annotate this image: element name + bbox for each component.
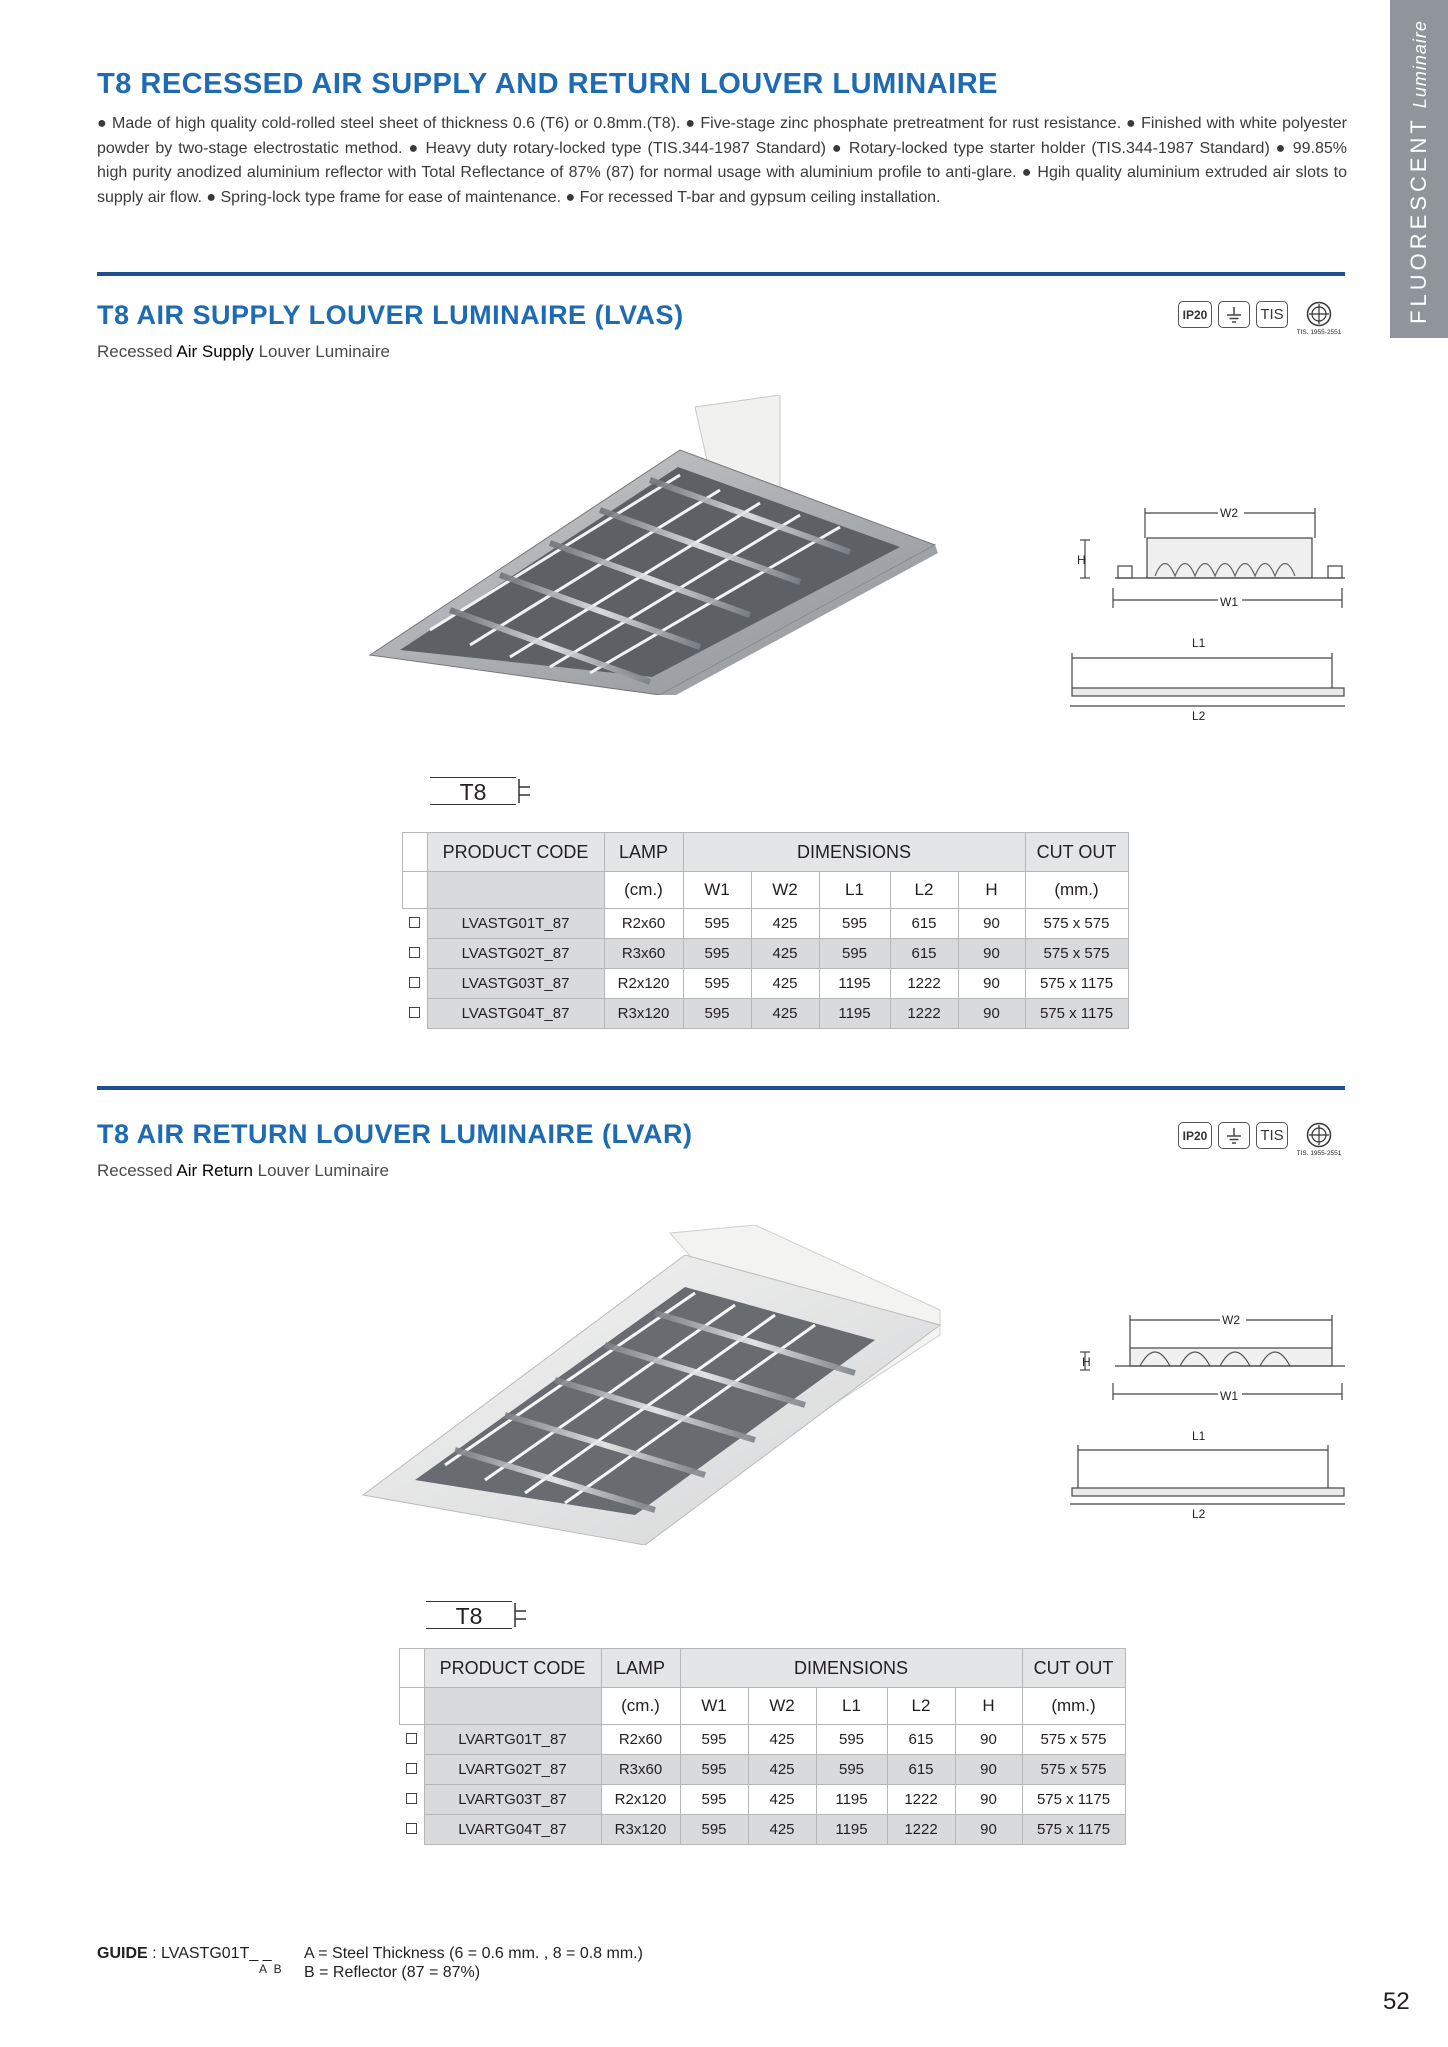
h-value: 90 — [958, 909, 1025, 939]
air-return-luminaire-photo — [355, 1225, 945, 1545]
col-l1: L1 — [819, 872, 890, 909]
w2-value: 425 — [751, 969, 819, 999]
l1-value: 1195 — [816, 1815, 887, 1845]
col-cut-unit: (mm.) — [1022, 1688, 1125, 1725]
ip20-badge: IP20 — [1178, 301, 1212, 328]
w1-value: 595 — [683, 909, 751, 939]
select-checkbox[interactable] — [406, 1823, 417, 1834]
product-code: LVASTG02T_87 — [427, 939, 604, 969]
l2-value: 615 — [887, 1755, 955, 1785]
col-l2: L2 — [890, 872, 958, 909]
product-code: LVASTG04T_87 — [427, 999, 604, 1029]
l1-value: 595 — [819, 909, 890, 939]
subtitle-post: Louver Luminaire — [253, 342, 390, 361]
lamp-value: R3x120 — [601, 1815, 680, 1845]
col-cut-out: CUT OUT — [1025, 833, 1128, 872]
lamp-value: R3x60 — [601, 1755, 680, 1785]
supply-section-title: T8 AIR SUPPLY LOUVER LUMINAIRE (LVAS) — [97, 300, 684, 330]
dim-w1: W1 — [1220, 1389, 1238, 1403]
table-row — [403, 999, 1129, 1029]
guide-a-definition: A = Steel Thickness (6 = 0.6 mm. , 8 = 0.8 mm.) — [304, 1945, 643, 1962]
col-lamp: LAMP — [604, 833, 683, 872]
dim-l1: L1 — [1192, 1429, 1206, 1443]
w2-value: 425 — [748, 1785, 816, 1815]
cut-out-value: 575 x 575 — [1025, 939, 1128, 969]
lamp-type-text: T8 — [426, 1601, 512, 1629]
dim-l2: L2 — [1192, 1507, 1206, 1521]
side-category-label — [1406, 20, 1432, 324]
lamp-pin-icon — [516, 777, 534, 805]
supply-section-subtitle — [97, 342, 390, 362]
guide-label: GUIDE — [97, 1945, 148, 1962]
guide-b-definition: B = Reflector (87 = 87%) — [304, 1964, 481, 1981]
cut-out-value: 575 x 1175 — [1022, 1785, 1125, 1815]
l1-value: 1195 — [819, 969, 890, 999]
tis-mark-icon — [1306, 301, 1332, 327]
h-value: 90 — [958, 939, 1025, 969]
dim-l2: L2 — [1192, 709, 1206, 723]
col-l1: L1 — [816, 1688, 887, 1725]
select-checkbox[interactable] — [409, 917, 420, 928]
dim-w2: W2 — [1220, 506, 1238, 520]
col-blank — [427, 872, 604, 909]
col-w1: W1 — [683, 872, 751, 909]
guide-prefix: GUIDE : LVASTG01T_ _ — [97, 1945, 272, 1962]
guide-code: LVASTG01T_ _ — [161, 1945, 272, 1962]
product-description: ● Made of high quality cold-rolled steel sheet of thickness 0.6 (T6) or 0.8mm.(T8). ● Five-stage zinc phosphate pretreatment for rust resistance. ● Finished with white polyester powder by two-stage electrostatic method. ● Heavy duty rotary-locked type (TIS.344-1987 Standard) ● Rotary-locked type starter holder (TIS.344-1987 Standard) ● 99.85% high purity anodized aluminium reflector with Total Reflectance of 87% (87) for normal usage with aluminium profile to anti-glare. ● Hgih quality aluminium extruded air slots to supply air flow. ● Spring-lock type frame for ease of maintenance. ● For recessed T-bar and gypsum ceiling installation. — [97, 115, 1347, 206]
table-row — [400, 1815, 1126, 1845]
table-row — [403, 939, 1129, 969]
col-product-code: PRODUCT CODE — [427, 833, 604, 872]
select-checkbox[interactable] — [406, 1733, 417, 1744]
l2-value: 615 — [887, 1725, 955, 1755]
lamp-type-text: T8 — [430, 777, 516, 805]
col-product-code: PRODUCT CODE — [424, 1649, 601, 1688]
lamp-type-label — [430, 777, 534, 805]
lamp-pin-icon — [512, 1601, 530, 1629]
l1-value: 595 — [819, 939, 890, 969]
w2-value: 425 — [748, 1815, 816, 1845]
col-l2: L2 — [887, 1688, 955, 1725]
dim-w2: W2 — [1222, 1313, 1240, 1327]
category-sub: Luminaire — [1410, 20, 1430, 109]
lamp-value: R2x60 — [601, 1725, 680, 1755]
lamp-value: R2x120 — [604, 969, 683, 999]
cut-out-value: 575 x 575 — [1022, 1725, 1125, 1755]
air-supply-luminaire-photo — [360, 395, 940, 695]
air-return-dimension-diagram — [1070, 1308, 1350, 1528]
col-blank — [424, 1688, 601, 1725]
w1-value: 595 — [680, 1785, 748, 1815]
cut-out-value: 575 x 575 — [1025, 909, 1128, 939]
col-h: H — [958, 872, 1025, 909]
lamp-value: R2x60 — [604, 909, 683, 939]
tis-badge: TIS — [1256, 1122, 1288, 1149]
col-lamp: LAMP — [601, 1649, 680, 1688]
product-code: LVASTG03T_87 — [427, 969, 604, 999]
l2-value: 615 — [890, 939, 958, 969]
w1-value: 595 — [683, 999, 751, 1029]
category-main: FLUORESCENT — [1406, 116, 1431, 324]
col-lamp-unit: (cm.) — [604, 872, 683, 909]
w2-value: 425 — [748, 1725, 816, 1755]
select-checkbox[interactable] — [406, 1793, 417, 1804]
cut-out-value: 575 x 1175 — [1025, 969, 1128, 999]
col-w2: W2 — [751, 872, 819, 909]
l1-value: 1195 — [819, 999, 890, 1029]
col-lamp-unit: (cm.) — [601, 1688, 680, 1725]
w2-value: 425 — [751, 999, 819, 1029]
tis-standard-mark — [1294, 1122, 1344, 1157]
cut-out-value: 575 x 1175 — [1025, 999, 1128, 1029]
section-divider — [97, 272, 1345, 276]
ground-icon — [1218, 1122, 1250, 1149]
select-checkbox[interactable] — [409, 947, 420, 958]
product-code: LVARTG01T_87 — [424, 1725, 601, 1755]
h-value: 90 — [958, 999, 1025, 1029]
l2-value: 1222 — [887, 1815, 955, 1845]
product-code: LVARTG02T_87 — [424, 1755, 601, 1785]
return-section-subtitle — [97, 1161, 389, 1181]
ip20-badge: IP20 — [1178, 1122, 1212, 1149]
subtitle-emphasis: Air Return — [176, 1161, 253, 1180]
dim-h: H — [1082, 1355, 1091, 1369]
guide-ab-marker: A B — [259, 1962, 284, 1976]
l1-value: 595 — [816, 1755, 887, 1785]
col-w2: W2 — [748, 1688, 816, 1725]
tis-standard-number: TIS. 1955-2551 — [1296, 329, 1342, 336]
w2-value: 425 — [748, 1755, 816, 1785]
l2-value: 1222 — [887, 1785, 955, 1815]
product-code: LVARTG04T_87 — [424, 1815, 601, 1845]
side-category-tab — [1390, 0, 1448, 338]
certification-badges — [1178, 301, 1344, 336]
w1-value: 595 — [683, 969, 751, 999]
lamp-value: R3x60 — [604, 939, 683, 969]
col-dimensions: DIMENSIONS — [683, 833, 1025, 872]
l1-value: 595 — [816, 1725, 887, 1755]
table-row — [403, 909, 1129, 939]
table-row — [400, 1755, 1126, 1785]
select-checkbox[interactable] — [406, 1763, 417, 1774]
certification-badges — [1178, 1122, 1344, 1157]
return-section-title: T8 AIR RETURN LOUVER LUMINAIRE (LVAR) — [97, 1119, 693, 1149]
cut-out-value: 575 x 575 — [1022, 1755, 1125, 1785]
product-code: LVASTG01T_87 — [427, 909, 604, 939]
subtitle-post: Louver Luminaire — [252, 1161, 389, 1180]
lamp-value: R3x120 — [604, 999, 683, 1029]
dim-h: H — [1077, 553, 1086, 567]
subtitle-emphasis: Air Supply — [176, 342, 254, 361]
product-code: LVARTG03T_87 — [424, 1785, 601, 1815]
cut-out-value: 575 x 1175 — [1022, 1815, 1125, 1845]
page-number: 52 — [1383, 1988, 1410, 2015]
subtitle-pre: Recessed — [97, 342, 177, 361]
select-checkbox[interactable] — [409, 977, 420, 988]
lamp-value: R2x120 — [601, 1785, 680, 1815]
lamp-type-label — [426, 1601, 530, 1629]
tis-badge: TIS — [1256, 301, 1288, 328]
tis-standard-mark — [1294, 301, 1344, 336]
dim-w1: W1 — [1220, 595, 1238, 609]
section-divider — [97, 1086, 1345, 1090]
l2-value: 1222 — [890, 969, 958, 999]
col-dimensions: DIMENSIONS — [680, 1649, 1022, 1688]
h-value: 90 — [955, 1815, 1022, 1845]
h-value: 90 — [955, 1785, 1022, 1815]
col-cut-unit: (mm.) — [1025, 872, 1128, 909]
w1-value: 595 — [680, 1815, 748, 1845]
col-cut-out: CUT OUT — [1022, 1649, 1125, 1688]
l1-value: 1195 — [816, 1785, 887, 1815]
w2-value: 425 — [751, 909, 819, 939]
return-spec-table — [399, 1648, 1126, 1845]
w1-value: 595 — [683, 939, 751, 969]
h-value: 90 — [958, 969, 1025, 999]
h-value: 90 — [955, 1755, 1022, 1785]
w1-value: 595 — [680, 1755, 748, 1785]
tis-mark-icon — [1306, 1122, 1332, 1148]
col-h: H — [955, 1688, 1022, 1725]
air-supply-dimension-diagram — [1070, 498, 1350, 723]
l2-value: 615 — [890, 909, 958, 939]
select-checkbox[interactable] — [409, 1007, 420, 1018]
table-row — [400, 1725, 1126, 1755]
tis-standard-number: TIS. 1955-2551 — [1296, 1150, 1342, 1157]
w1-value: 595 — [680, 1725, 748, 1755]
page-title: T8 RECESSED AIR SUPPLY AND RETURN LOUVER LUMINAIRE — [97, 68, 999, 100]
w2-value: 425 — [751, 939, 819, 969]
ground-icon — [1218, 301, 1250, 328]
table-row — [400, 1785, 1126, 1815]
supply-spec-table — [402, 832, 1129, 1029]
subtitle-pre: Recessed — [97, 1161, 177, 1180]
h-value: 90 — [955, 1725, 1022, 1755]
l2-value: 1222 — [890, 999, 958, 1029]
table-row — [403, 969, 1129, 999]
dim-l1: L1 — [1192, 636, 1206, 650]
col-w1: W1 — [680, 1688, 748, 1725]
